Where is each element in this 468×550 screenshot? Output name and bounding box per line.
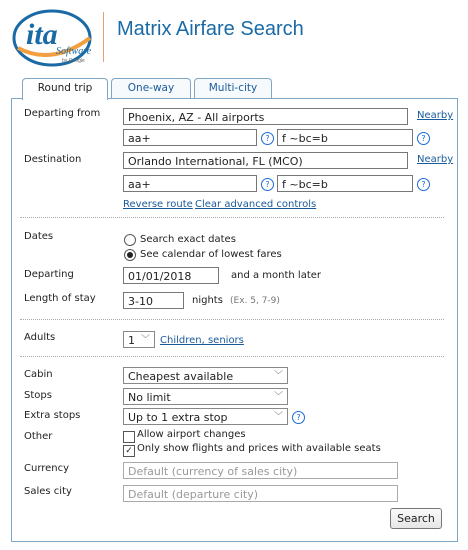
nights-label: nights xyxy=(192,295,223,306)
destination-input[interactable]: Orlando International, FL (MCO) xyxy=(123,152,408,169)
destination-routing-input[interactable]: aa+ xyxy=(123,175,257,192)
extension-help-icon[interactable]: ? xyxy=(417,178,430,191)
extra-stops-label: Extra stops xyxy=(24,410,81,421)
extra-stops-select[interactable] xyxy=(123,408,288,425)
reverse-route-link[interactable]: Reverse route xyxy=(123,199,193,210)
only-available-label: Only show flights and prices with available seats xyxy=(137,443,381,454)
chevron-down-icon: ﹀ xyxy=(140,335,150,345)
cabin-select[interactable] xyxy=(123,367,288,384)
tab-multi-city[interactable]: Multi-city xyxy=(194,78,272,98)
calendar-label: See calendar of lowest fares xyxy=(140,249,282,260)
departing-suffix: and a month later xyxy=(231,270,322,281)
length-example: (Ex. 5, 7-9) xyxy=(230,296,280,306)
header-divider xyxy=(103,12,104,62)
tab-round-trip[interactable]: Round trip xyxy=(22,78,108,100)
other-label: Other xyxy=(24,431,53,442)
length-of-stay-label: Length of stay xyxy=(24,293,96,304)
only-available-checkbox[interactable]: ✓ xyxy=(123,445,135,457)
svg-text:Software: Software xyxy=(56,46,92,57)
header xyxy=(0,0,468,78)
departing-date-input[interactable]: 01/01/2018 xyxy=(123,267,219,284)
destination-nearby-link[interactable]: Nearby xyxy=(417,154,454,165)
departing-from-input[interactable]: Phoenix, AZ - All airports xyxy=(123,108,408,125)
stops-select[interactable] xyxy=(123,388,288,405)
cabin-value: Cheapest available xyxy=(128,370,234,383)
extra-stops-value: Up to 1 extra stop xyxy=(128,411,228,424)
extra-stops-help-icon[interactable]: ? xyxy=(292,411,305,424)
chevron-down-icon: ﹀ xyxy=(273,392,283,402)
adults-value: 1 xyxy=(128,334,135,347)
exact-dates-label: Search exact dates xyxy=(140,234,236,245)
search-form-panel xyxy=(11,98,458,542)
extension-help-icon[interactable]: ? xyxy=(417,132,430,145)
page-title: Matrix Airfare Search xyxy=(117,18,304,40)
chevron-down-icon: ﹀ xyxy=(273,371,283,381)
stops-value: No limit xyxy=(128,391,171,404)
divider xyxy=(20,217,444,218)
destination-label: Destination xyxy=(24,154,82,165)
destination-extension-input[interactable]: f ~bc=b xyxy=(277,175,413,192)
divider xyxy=(20,356,444,357)
allow-airport-changes-checkbox[interactable] xyxy=(123,431,135,443)
stops-label: Stops xyxy=(24,390,52,401)
routing-help-icon[interactable]: ? xyxy=(261,178,274,191)
sales-city-label: Sales city xyxy=(24,486,72,497)
ita-software-logo xyxy=(12,8,94,68)
departing-from-label: Departing from xyxy=(24,108,101,119)
svg-text:ita: ita xyxy=(26,18,58,51)
chevron-down-icon: ﹀ xyxy=(273,412,283,422)
allow-airport-changes-label: Allow airport changes xyxy=(137,429,246,440)
departing-label: Departing xyxy=(24,269,74,280)
svg-text:by Google: by Google xyxy=(62,58,85,64)
cabin-label: Cabin xyxy=(24,369,53,380)
departing-nearby-link[interactable]: Nearby xyxy=(417,110,454,121)
sales-city-input[interactable]: Default (departure city) xyxy=(123,485,398,502)
currency-input[interactable]: Default (currency of sales city) xyxy=(123,462,398,479)
currency-label: Currency xyxy=(24,463,70,474)
tab-one-way[interactable]: One-way xyxy=(111,78,191,98)
departing-routing-input[interactable]: aa+ xyxy=(123,129,257,146)
adults-label: Adults xyxy=(24,332,56,343)
departing-extension-input[interactable]: f ~bc=b xyxy=(277,129,413,146)
divider xyxy=(20,319,444,320)
radio-calendar[interactable] xyxy=(124,249,136,261)
dates-label: Dates xyxy=(24,231,54,242)
adults-select[interactable] xyxy=(123,331,155,348)
children-seniors-link[interactable]: Children, seniors xyxy=(160,335,244,346)
routing-help-icon[interactable]: ? xyxy=(261,132,274,145)
radio-exact-dates[interactable] xyxy=(124,234,136,246)
length-of-stay-input[interactable]: 3-10 xyxy=(123,292,184,309)
search-button[interactable]: Search xyxy=(390,508,442,529)
clear-advanced-link[interactable]: Clear advanced controls xyxy=(195,199,317,210)
